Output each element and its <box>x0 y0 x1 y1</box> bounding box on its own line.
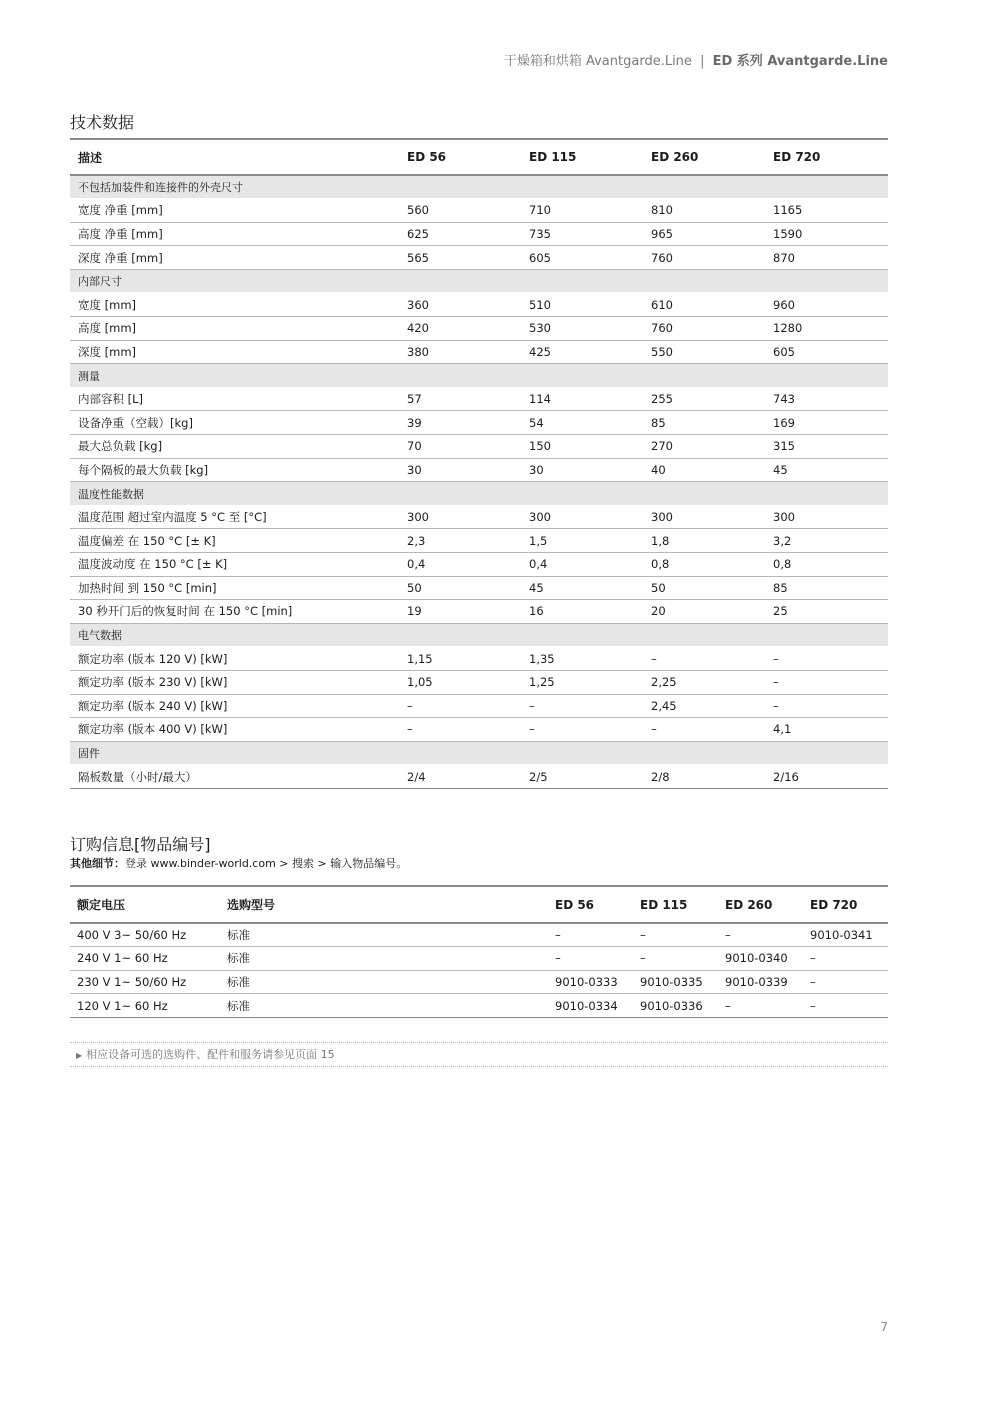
cell-value: 50 <box>643 576 765 600</box>
cell-value: – <box>399 718 521 742</box>
cell-value: – <box>643 647 765 671</box>
col-header-option: 选购型号 <box>220 886 548 923</box>
header-separator: | <box>700 54 705 69</box>
col-header-ed56: ED 56 <box>548 886 633 923</box>
cell-value <box>521 741 643 765</box>
table-row <box>70 317 888 341</box>
cell-value: 1,35 <box>521 647 643 671</box>
group-label: 温度性能数据 <box>70 482 399 506</box>
cell-value: 2/5 <box>521 765 643 789</box>
cell-value: 1590 <box>765 222 888 246</box>
article-number-cell: – <box>718 923 803 947</box>
article-number-cell: 9010-0339 <box>718 970 803 994</box>
cell-value: 610 <box>643 293 765 317</box>
page-header <box>504 50 888 69</box>
order-row <box>70 970 888 994</box>
order-row <box>70 923 888 947</box>
row-label: 30 秒开门后的恢复时间 在 150 °C [min] <box>70 600 399 624</box>
tech-table-body <box>70 175 888 788</box>
header-left-text: 干燥箱和烘箱 Avantgarde.Line <box>503 54 692 69</box>
cell-value: 45 <box>765 458 888 482</box>
cell-value: 380 <box>399 340 521 364</box>
cell-value: 4,1 <box>765 718 888 742</box>
cell-value: 114 <box>521 387 643 411</box>
cell-value <box>521 269 643 293</box>
cell-value: – <box>521 718 643 742</box>
cell-value: 2/8 <box>643 765 765 789</box>
table-row <box>70 647 888 671</box>
table-row <box>70 670 888 694</box>
cell-value: 743 <box>765 387 888 411</box>
cell-value: – <box>399 694 521 718</box>
cell-value: 1,15 <box>399 647 521 671</box>
cell-value: 54 <box>521 411 643 435</box>
col-header-description: 描述 <box>70 139 399 175</box>
cell-value: 810 <box>643 199 765 223</box>
row-label: 温度偏差 在 150 °C [± K] <box>70 529 399 553</box>
row-label: 额定功率 (版本 400 V) [kW] <box>70 718 399 742</box>
table-row <box>70 718 888 742</box>
cell-value: 85 <box>643 411 765 435</box>
cell-value: 3,2 <box>765 529 888 553</box>
cell-value: 169 <box>765 411 888 435</box>
cell-value <box>399 482 521 506</box>
col-header-voltage: 额定电压 <box>70 886 220 923</box>
cell-value <box>399 175 521 199</box>
order-info-table <box>70 885 888 1018</box>
cell-value: 560 <box>399 199 521 223</box>
footnote <box>70 1042 888 1067</box>
cell-value: 300 <box>399 505 521 529</box>
cell-value: 605 <box>765 340 888 364</box>
article-number-cell: 9010-0334 <box>548 994 633 1018</box>
cell-value <box>643 623 765 647</box>
cell-value: – <box>765 670 888 694</box>
header-right-text: ED 系列 Avantgarde.Line <box>712 54 888 69</box>
cell-value: 2,45 <box>643 694 765 718</box>
cell-value: 1,05 <box>399 670 521 694</box>
order-note-text: 登录 www.binder-world.com > 搜索 > 输入物品编号。 <box>125 857 408 870</box>
table-row <box>70 553 888 577</box>
row-label: 宽度 净重 [mm] <box>70 199 399 223</box>
cell-value: 150 <box>521 435 643 459</box>
cell-value: 1,8 <box>643 529 765 553</box>
cell-value <box>765 623 888 647</box>
table-row <box>70 458 888 482</box>
tech-header-row <box>70 139 888 175</box>
table-row <box>70 694 888 718</box>
col-header-ed260: ED 260 <box>643 139 765 175</box>
article-number-cell: 9010-0340 <box>718 947 803 971</box>
cell-value <box>399 364 521 388</box>
table-row <box>70 246 888 270</box>
cell-value: 315 <box>765 435 888 459</box>
cell-value: 710 <box>521 199 643 223</box>
footnote-text: 相应设备可选的选购件、配件和服务请参见页面 15 <box>86 1048 335 1061</box>
article-number-cell: 9010-0335 <box>633 970 718 994</box>
cell-value <box>521 482 643 506</box>
tech-data-title: 技术数据 <box>70 113 135 132</box>
option-cell: 标准 <box>220 994 548 1018</box>
cell-value: 2,3 <box>399 529 521 553</box>
col-header-ed720: ED 720 <box>803 886 888 923</box>
col-header-ed720: ED 720 <box>765 139 888 175</box>
cell-value <box>643 482 765 506</box>
cell-value: 40 <box>643 458 765 482</box>
cell-value <box>765 175 888 199</box>
voltage-cell: 120 V 1~ 60 Hz <box>70 994 220 1018</box>
article-number-cell: – <box>803 994 888 1018</box>
group-label: 测量 <box>70 364 399 388</box>
voltage-cell: 230 V 1~ 50/60 Hz <box>70 970 220 994</box>
cell-value: 70 <box>399 435 521 459</box>
table-group-row <box>70 269 888 293</box>
cell-value <box>521 175 643 199</box>
cell-value: 870 <box>765 246 888 270</box>
order-row <box>70 947 888 971</box>
row-label: 深度 净重 [mm] <box>70 246 399 270</box>
row-label: 额定功率 (版本 120 V) [kW] <box>70 647 399 671</box>
cell-value: 0,4 <box>521 553 643 577</box>
group-label: 电气数据 <box>70 623 399 647</box>
cell-value: 16 <box>521 600 643 624</box>
cell-value <box>399 269 521 293</box>
triangle-right-icon: ▶ <box>76 1051 83 1060</box>
cell-value: 0,8 <box>765 553 888 577</box>
cell-value: 300 <box>643 505 765 529</box>
cell-value: 25 <box>765 600 888 624</box>
tech-data-table <box>70 138 888 789</box>
col-header-ed115: ED 115 <box>521 139 643 175</box>
row-label: 深度 [mm] <box>70 340 399 364</box>
page-number: 7 <box>880 1320 888 1334</box>
cell-value <box>643 741 765 765</box>
article-number-cell: 9010-0341 <box>803 923 888 947</box>
cell-value: 625 <box>399 222 521 246</box>
cell-value: 19 <box>399 600 521 624</box>
table-group-row <box>70 741 888 765</box>
article-number-cell: – <box>718 994 803 1018</box>
order-table-body <box>70 923 888 1017</box>
cell-value <box>765 269 888 293</box>
cell-value <box>521 623 643 647</box>
cell-value: 530 <box>521 317 643 341</box>
cell-value: – <box>643 718 765 742</box>
order-info-title: 订购信息[物品编号] <box>70 835 211 854</box>
table-row <box>70 222 888 246</box>
cell-value <box>399 741 521 765</box>
row-label: 温度波动度 在 150 °C [± K] <box>70 553 399 577</box>
cell-value: 45 <box>521 576 643 600</box>
cell-value <box>399 623 521 647</box>
cell-value: 300 <box>521 505 643 529</box>
cell-value: 605 <box>521 246 643 270</box>
option-cell: 标准 <box>220 970 548 994</box>
voltage-cell: 400 V 3~ 50/60 Hz <box>70 923 220 947</box>
article-number-cell: – <box>633 947 718 971</box>
cell-value: 425 <box>521 340 643 364</box>
cell-value: – <box>521 694 643 718</box>
table-group-row <box>70 175 888 199</box>
row-label: 设备净重（空载）[kg] <box>70 411 399 435</box>
table-row <box>70 529 888 553</box>
col-header-ed56: ED 56 <box>399 139 521 175</box>
cell-value <box>643 269 765 293</box>
article-number-cell: 9010-0336 <box>633 994 718 1018</box>
table-row <box>70 199 888 223</box>
cell-value: 39 <box>399 411 521 435</box>
row-label: 高度 净重 [mm] <box>70 222 399 246</box>
table-row <box>70 765 888 789</box>
cell-value <box>765 741 888 765</box>
cell-value: 300 <box>765 505 888 529</box>
cell-value: 1,5 <box>521 529 643 553</box>
table-row <box>70 435 888 459</box>
row-label: 加热时间 到 150 °C [min] <box>70 576 399 600</box>
cell-value: 2,25 <box>643 670 765 694</box>
row-label: 隔板数量（小时/最大） <box>70 765 399 789</box>
table-row <box>70 600 888 624</box>
table-row <box>70 411 888 435</box>
row-label: 内部容积 [L] <box>70 387 399 411</box>
col-header-ed115: ED 115 <box>633 886 718 923</box>
cell-value: 960 <box>765 293 888 317</box>
cell-value: 1165 <box>765 199 888 223</box>
cell-value: 360 <box>399 293 521 317</box>
row-label: 最大总负载 [kg] <box>70 435 399 459</box>
cell-value: 965 <box>643 222 765 246</box>
cell-value: 550 <box>643 340 765 364</box>
cell-value: – <box>765 647 888 671</box>
cell-value: 1280 <box>765 317 888 341</box>
cell-value: 255 <box>643 387 765 411</box>
article-number-cell: – <box>548 923 633 947</box>
article-number-cell: – <box>633 923 718 947</box>
table-row <box>70 387 888 411</box>
order-note-label: 其他细节： <box>70 857 125 870</box>
article-number-cell: – <box>803 970 888 994</box>
row-label: 温度范围 超过室内温度 5 °C 至 [°C] <box>70 505 399 529</box>
cell-value: 760 <box>643 246 765 270</box>
option-cell: 标准 <box>220 947 548 971</box>
row-label: 每个隔板的最大负载 [kg] <box>70 458 399 482</box>
article-number-cell: 9010-0333 <box>548 970 633 994</box>
cell-value: 735 <box>521 222 643 246</box>
row-label: 高度 [mm] <box>70 317 399 341</box>
table-row <box>70 340 888 364</box>
table-group-row <box>70 482 888 506</box>
cell-value: 50 <box>399 576 521 600</box>
table-group-row <box>70 364 888 388</box>
cell-value: 30 <box>399 458 521 482</box>
cell-value: 270 <box>643 435 765 459</box>
table-group-row <box>70 623 888 647</box>
table-row <box>70 293 888 317</box>
cell-value <box>643 364 765 388</box>
article-number-cell: – <box>548 947 633 971</box>
cell-value: 30 <box>521 458 643 482</box>
cell-value: 85 <box>765 576 888 600</box>
cell-value <box>521 364 643 388</box>
table-row <box>70 505 888 529</box>
group-label: 内部尺寸 <box>70 269 399 293</box>
cell-value: 565 <box>399 246 521 270</box>
order-header-row <box>70 886 888 923</box>
option-cell: 标准 <box>220 923 548 947</box>
cell-value: 510 <box>521 293 643 317</box>
row-label: 额定功率 (版本 230 V) [kW] <box>70 670 399 694</box>
cell-value: 0,8 <box>643 553 765 577</box>
cell-value <box>643 175 765 199</box>
order-row <box>70 994 888 1018</box>
order-note <box>70 855 407 871</box>
voltage-cell: 240 V 1~ 60 Hz <box>70 947 220 971</box>
cell-value <box>765 482 888 506</box>
cell-value: 57 <box>399 387 521 411</box>
cell-value: 420 <box>399 317 521 341</box>
cell-value: 0,4 <box>399 553 521 577</box>
row-label: 额定功率 (版本 240 V) [kW] <box>70 694 399 718</box>
group-label: 固件 <box>70 741 399 765</box>
cell-value <box>765 364 888 388</box>
cell-value: 2/16 <box>765 765 888 789</box>
col-header-ed260: ED 260 <box>718 886 803 923</box>
cell-value: 760 <box>643 317 765 341</box>
cell-value: 2/4 <box>399 765 521 789</box>
cell-value: – <box>765 694 888 718</box>
cell-value: 20 <box>643 600 765 624</box>
group-label: 不包括加装件和连接件的外壳尺寸 <box>70 175 399 199</box>
table-row <box>70 576 888 600</box>
cell-value: 1,25 <box>521 670 643 694</box>
article-number-cell: – <box>803 947 888 971</box>
row-label: 宽度 [mm] <box>70 293 399 317</box>
